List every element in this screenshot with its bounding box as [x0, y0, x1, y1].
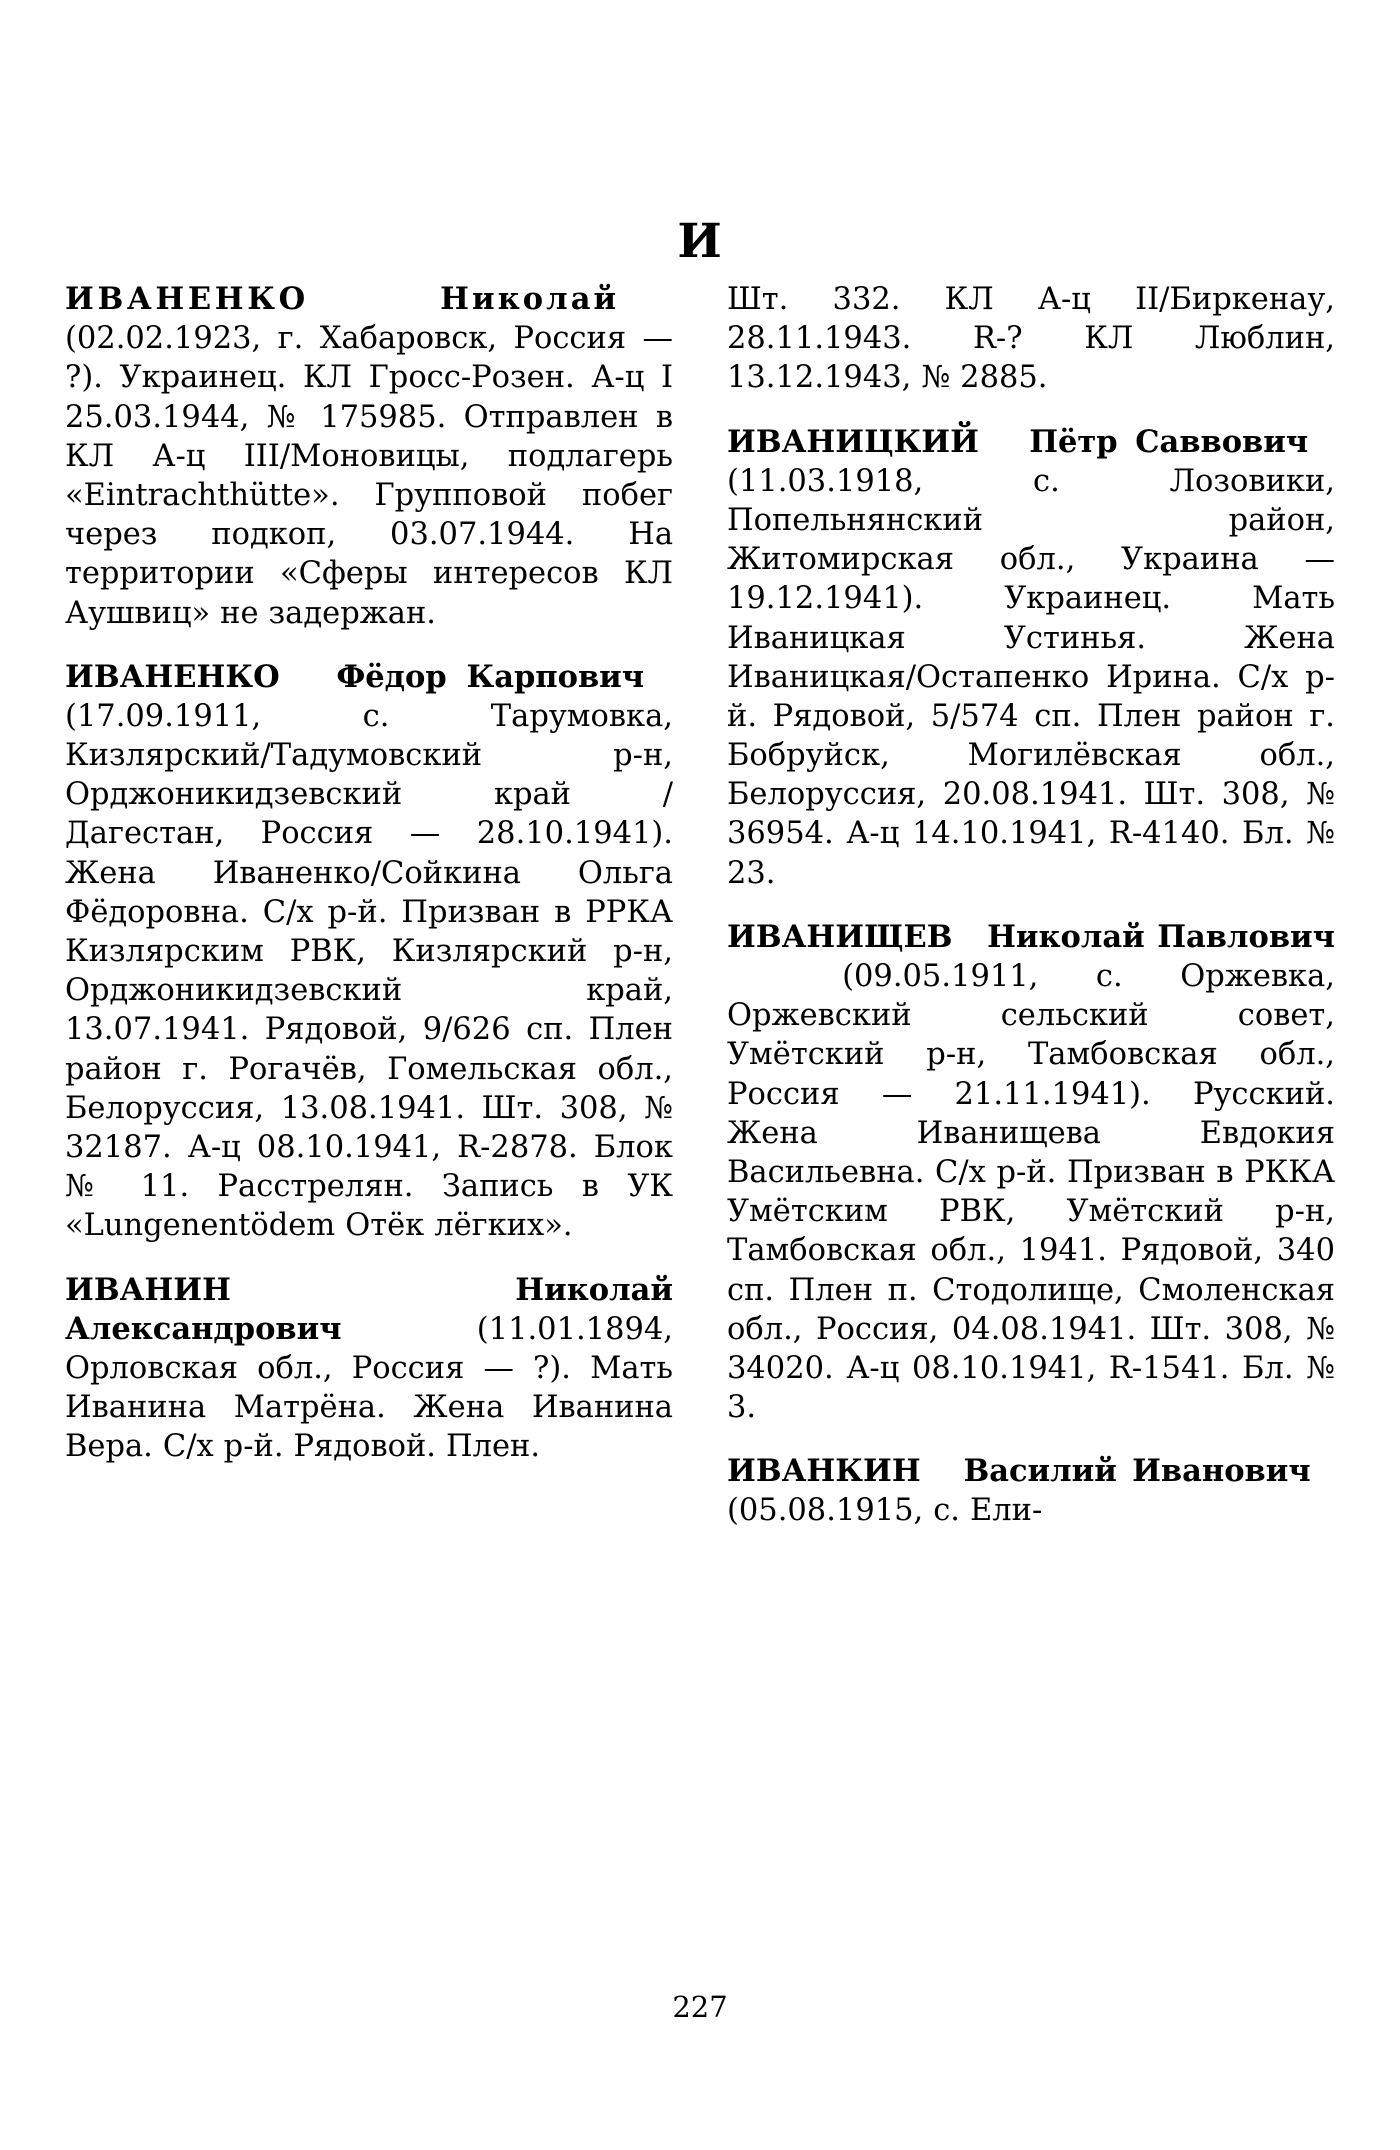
entry-body: (02.02.1923, г. Хабаровск, Россия — ?). Украинец. КЛ Гросс-Розен. А-ц I 25.03.1944, № 175985. Отправлен в КЛ А-ц III/Моновицы, подлагерь «Eintrachthütte». Групповой побег через подкоп, 03.07.1944. На территории «Сферы интересов КЛ Аушвиц» не задержан.	[65, 321, 673, 631]
entry-body: Шт. 332. КЛ А-ц II/Биркенау, 28.11.1943. R-? КЛ Люблин, 13.12.1943, № 2885.	[727, 282, 1335, 396]
entry-given-name: Николай	[440, 281, 620, 317]
entry-surname: ИВАНИЩЕВ	[727, 918, 953, 955]
entry-body: (09.05.1911, с. Оржевка, Оржевский сельский совет, Умётский р-н, Тамбовская обл., Россия — 21.11.1941). Русский. Жена Иванищева Евдокия Васильевна. С/х р-й. Призван в РККА Умётским РВК, Умётский р-н, Тамбовская обл., 1941. Рядовой, 340 сп. Плен п. Стодолище, Смоленская обл., Россия, 04.08.1941. Шт. 308, № 34020. А-ц 08.10.1941, R-1541. Бл. № 3.	[727, 959, 1335, 1426]
entry-body: (11.01.1894, Орловская обл., Россия — ?). Мать Иванина Матрёна. Жена Иванина Вера. С/х р-й. Рядовой. Плен.	[65, 1311, 673, 1465]
page-number: 227	[672, 1990, 728, 2024]
entry-body: (17.09.1911, с. Тарумовка, Кизлярский/Тадумовский р-н, Орджоникидзевский край / Дагестан, Россия — 28.10.1941). Жена Иваненко/Сойкина Ольга Фёдоровна. С/х р-й. Призван в РРКА Кизлярским РВК, Кизлярский р-н, Орджоникидзевский край, 13.07.1941. Рядовой, 9/626 сп. Плен район г. Рогачёв, Гомельская обл., Белоруссия, 13.08.1941. Шт. 308, № 32187. А-ц 08.10.1941, R-2878. Блок № 11. Расстрелян. Запись в УК «Lungenentödem Отёк лёгких».	[65, 698, 673, 1244]
dictionary-entry	[727, 423, 1335, 893]
dictionary-entry	[727, 918, 1335, 1427]
entry-given-name: Фёдор Карпович	[336, 658, 645, 695]
entry-surname: ИВАНИН	[65, 1271, 231, 1308]
dictionary-entry	[65, 280, 673, 633]
section-letter-heading: И	[677, 214, 723, 269]
dictionary-entry	[65, 658, 673, 1246]
dictionary-entry-continuation	[727, 280, 1335, 398]
entry-surname: ИВАНЕНКО	[65, 281, 309, 317]
right-column	[727, 280, 1335, 1531]
entry-body: (05.08.1915, с. Ели-	[727, 1493, 1043, 1529]
entry-given-name: Николай Александрович	[65, 1271, 673, 1347]
entry-surname: ИВАНИЦКИЙ	[727, 423, 979, 460]
entry-given-name: Николай Павлович	[987, 918, 1335, 955]
two-column-body	[65, 280, 1335, 1531]
entry-surname: ИВАНЕНКО	[65, 658, 280, 695]
dictionary-entry	[727, 1452, 1335, 1530]
dictionary-entry	[65, 1271, 673, 1467]
left-column	[65, 280, 673, 1531]
entry-body: (11.03.1918, с. Лозовики, Попельнянский район, Житомирская обл., Украина — 19.12.1941). Украинец. Мать Иваницкая Устинья. Жена Иваницкая/Остапенко Ирина. С/х р-й. Рядовой, 5/574 сп. Плен район г. Бобруйск, Могилёвская обл., Белоруссия, 20.08.1941. Шт. 308, № 36954. А-ц 14.10.1941, R-4140. Бл. № 23.	[727, 463, 1335, 891]
entry-given-name: Василий Иванович	[963, 1453, 1311, 1490]
entry-surname: ИВАНКИН	[727, 1453, 921, 1490]
entry-given-name: Пётр Саввович	[1029, 423, 1309, 460]
